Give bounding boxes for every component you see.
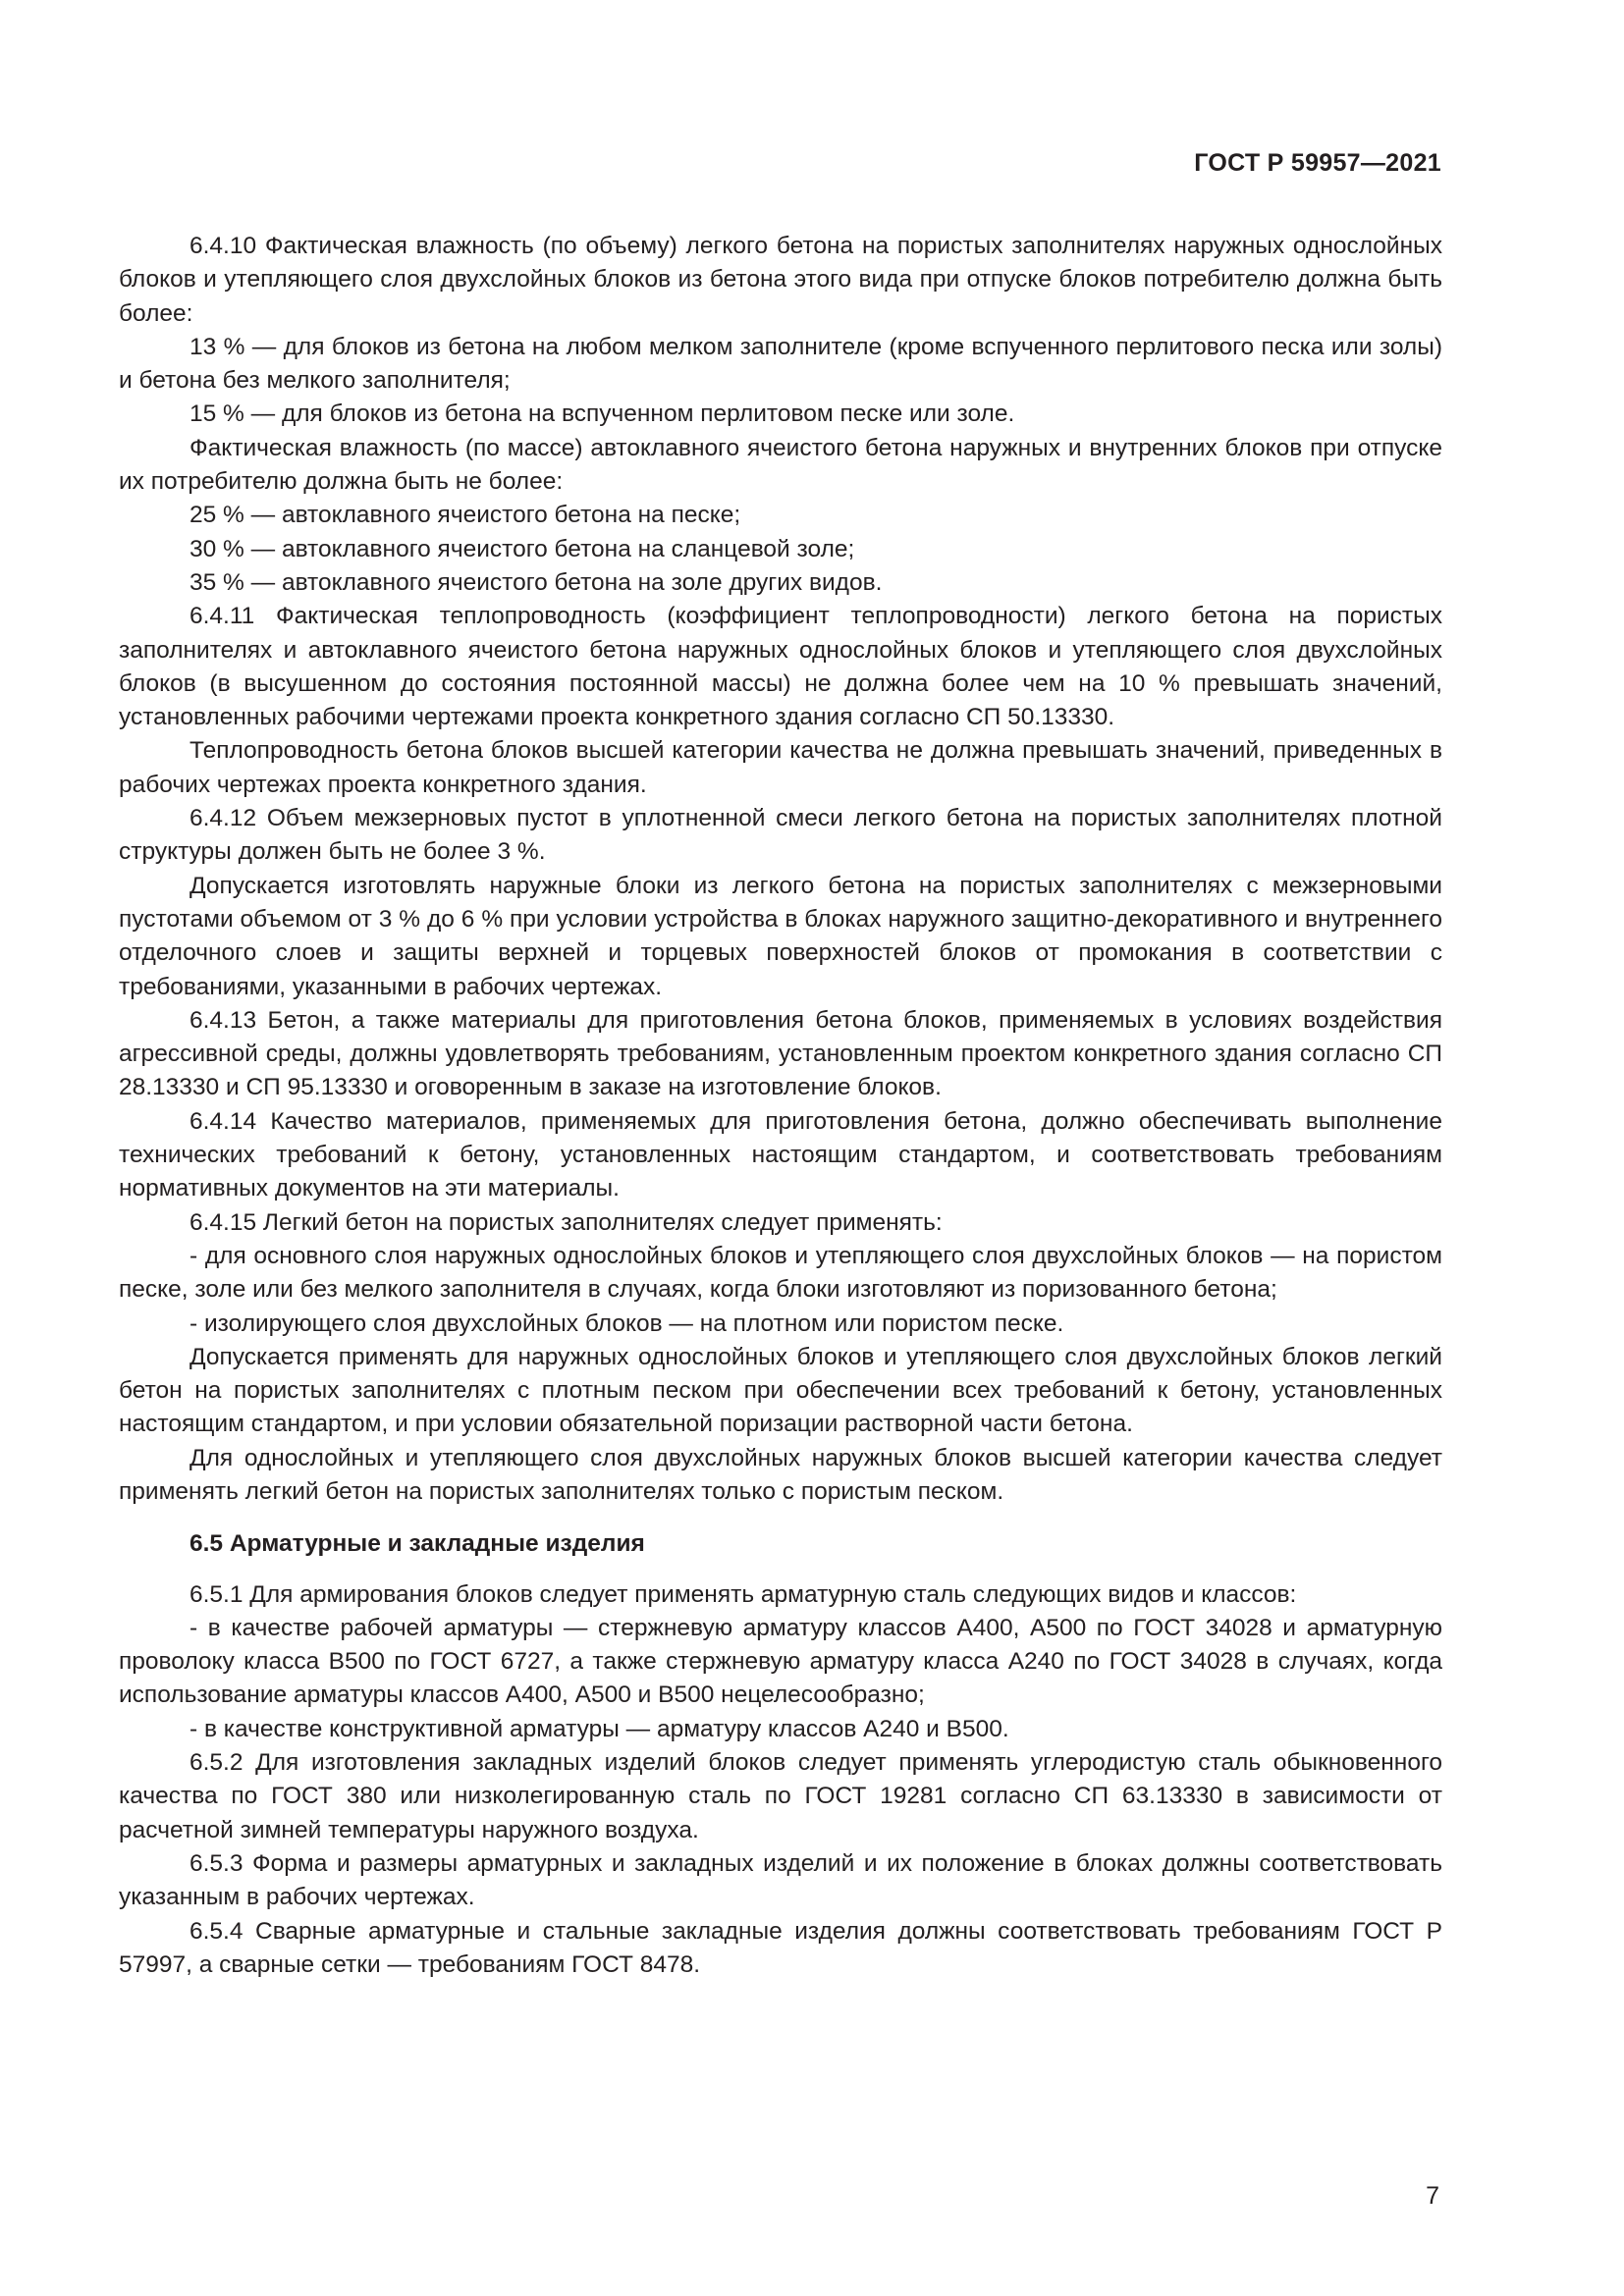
paragraph-6-4-11: 6.4.11 Фактическая теплопроводность (коэффициент теплопроводности) легкого бетона на пористых заполнителях и автоклавного ячеистого бетона наружных однослойных блоков и утепляющего слоя двухслойных блоков (в высушенном до состояния постоянной массы) не должна более чем на 10 % превышать значений, установленных рабочими чертежами проекта конкретного здания согласно СП 50.13330. [119, 603, 1442, 731]
list-item-structural-reinforcement: - в качестве конструктивной арматуры — арматуру классов А240 и В500. [189, 1715, 1009, 1742]
document-body [119, 230, 1442, 1982]
paragraph-6-4-13: 6.4.13 Бетон, а также материалы для приготовления бетона блоков, применяемых в условиях воздействия агрессивной среды, должны удовлетворять требованиям, установленным проектом конкретного здания согласно СП 28.13330 и СП 95.13330 и оговоренным в заказе на изготовление блоков. [119, 1006, 1442, 1101]
paragraph-top-grade-blocks: Для однослойных и утепляющего слоя двухслойных наружных блоков высшей категории качества следует применять легкий бетон на пористых заполнителях только с пористым песком. [119, 1444, 1442, 1505]
paragraph-moisture-30: 30 % — автоклавного ячеистого бетона на сланцевой золе; [189, 535, 855, 562]
paragraph-moisture-by-mass: Фактическая влажность (по массе) автоклавного ячеистого бетона наружных и внутренних блоков при отпуске их потребителю должна быть не более: [119, 434, 1442, 496]
list-item-insulating-layer: - изолирующего слоя двухслойных блоков — на плотном или пористом песке. [189, 1309, 1064, 1337]
paragraph-6-5-1: 6.5.1 Для армирования блоков следует применять арматурную сталь следующих видов и классов: [189, 1580, 1297, 1608]
paragraph-moisture-13: 13 % — для блоков из бетона на любом мелком заполнителе (кроме вспученного перлитового песка или золы) и бетона без мелкого заполнителя; [119, 333, 1442, 395]
paragraph-6-5-3: 6.5.3 Форма и размеры арматурных и закладных изделий и их положение в блоках должны соответствовать указанным в рабочих чертежах. [119, 1849, 1442, 1911]
list-item-main-layer: - для основного слоя наружных однослойных блоков и утепляющего слоя двухслойных блоков — на пористом песке, золе или без мелкого заполнителя в случаях, когда блоки изготовляют из поризованного бетона; [119, 1242, 1442, 1304]
paragraph-moisture-15: 15 % — для блоков из бетона на вспученном перлитовом песке или золе. [189, 400, 1015, 428]
paragraph-6-5-2: 6.5.2 Для изготовления закладных изделий блоков следует применять углеродистую сталь обыкновенного качества по ГОСТ 380 или низколегированную сталь по ГОСТ 19281 согласно СП 63.13330 в зависимости от расчетной зимней температуры наружного воздуха. [119, 1749, 1442, 1843]
paragraph-6-4-14: 6.4.14 Качество материалов, применяемых для приготовления бетона, должно обеспечивать выполнение технических требований к бетону, установленных настоящим стандартом, и соответствовать требованиям нормативных документов на эти материалы. [119, 1107, 1442, 1202]
paragraph-voids-allowance: Допускается изготовлять наружные блоки из легкого бетона на пористых заполнителях с межзерновыми пустотами объемом от 3 % до 6 % при условии устройства в блоках наружного защитно-декоративного и внутреннего отделочного слоев и защиты верхней и торцевых поверхностей блоков от промокания в соответствии с требованиями, указанными в рабочих чертежах. [119, 872, 1442, 1000]
section-heading-6-5: 6.5 Арматурные и закладные изделия [189, 1530, 645, 1558]
paragraph-6-4-10: 6.4.10 Фактическая влажность (по объему) легкого бетона на пористых заполнителях наружных однослойных блоков и утепляющего слоя двухслойных блоков из бетона этого вида при отпуске блоков потребителю должна быть более: [119, 233, 1442, 327]
paragraph-thermal-top-grade: Теплопроводность бетона блоков высшей категории качества не должна превышать значений, приведенных в рабочих чертежах проекта конкретного здания. [119, 737, 1442, 798]
paragraph-6-5-4: 6.5.4 Сварные арматурные и стальные закладные изделия должны соответствовать требованиям ГОСТ Р 57997, а сварные сетки — требованиям ГОСТ 8478. [119, 1917, 1442, 1978]
paragraph-moisture-35: 35 % — автоклавного ячеистого бетона на золе других видов. [189, 568, 883, 596]
paragraph-dense-sand-allowance: Допускается применять для наружных однослойных блоков и утепляющего слоя двухслойных блоков легкий бетон на пористых заполнителях с плотным песком при обеспечении всех требований к бетону, установленных настоящим стандартом, и при условии обязательной поризации растворной части бетона. [119, 1343, 1442, 1438]
document-code: ГОСТ Р 59957—2021 [1194, 149, 1441, 177]
page-number: 7 [1426, 2182, 1439, 2210]
paragraph-moisture-25: 25 % — автоклавного ячеистого бетона на песке; [189, 502, 741, 529]
paragraph-6-4-15: 6.4.15 Легкий бетон на пористых заполнителях следует применять: [189, 1208, 943, 1236]
paragraph-6-4-12: 6.4.12 Объем межзерновых пустот в уплотненной смеси легкого бетона на пористых заполнителях плотной структуры должен быть не более 3 %. [119, 805, 1442, 866]
list-item-working-reinforcement: - в качестве рабочей арматуры — стержневую арматуру классов А400, А500 по ГОСТ 34028 и арматурную проволоку класса В500 по ГОСТ 6727, а также стержневую арматуру класса А240 по ГОСТ 34028 в случаях, когда использование арматуры классов А400, А500 и В500 нецелесообразно; [119, 1614, 1442, 1709]
